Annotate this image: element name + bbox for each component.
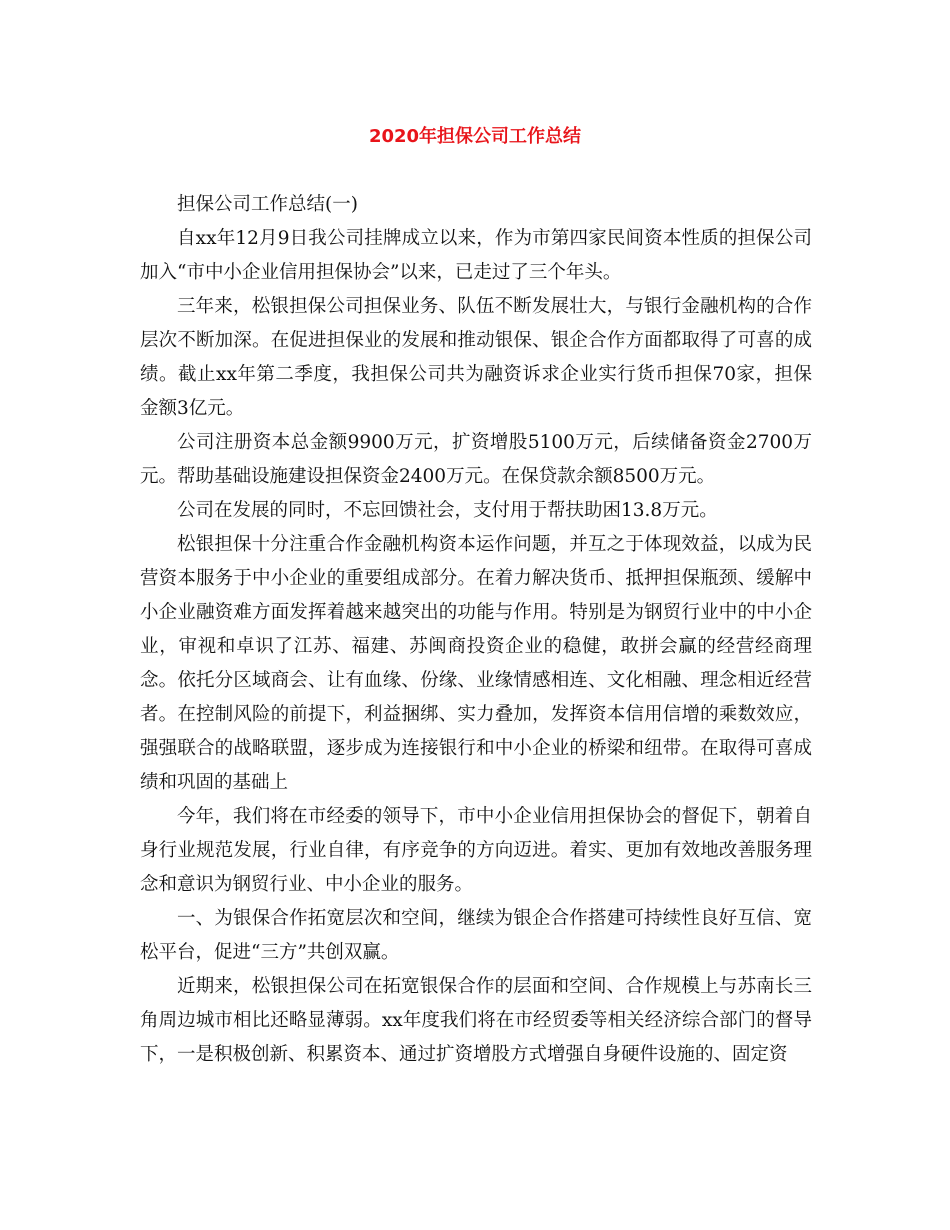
paragraph: 今年，我们将在市经委的领导下，市中小企业信用担保协会的督促下，朝着自身行业规范发展，行业自律，有序竞争的方向迈进。着实、更加有效地改善服务理念和意识为钢贸行业、中小企业的服务。 [140, 806, 812, 895]
paragraph: 公司注册资本总金额9900万元，扩资增股5100万元，后续储备资金2700万元。帮助基础设施建设担保资金2400万元。在保贷款余额8500万元。 [140, 432, 812, 487]
paragraph: 松银担保十分注重合作金融机构资本运作问题，并互之于体现效益，以成为民营资本服务于中小企业的重要组成部分。在着力解决货币、抵押担保瓶颈、缓解中小企业融资难方面发挥着越来越突出的功能与作用。特别是为钢贸行业中的中小企业，审视和卓识了江苏、福建、苏闽商投资企业的稳健，敢拼会赢的经营经商理念。依托分区域商会、让有血缘、份缘、业缘情感相连、文化相融、理念相近经营者。在控制风险的前提下，利益捆绑、实力叠加，发挥资本信用信增的乘数效应，强强联合的战略联盟，逐步成为连接银行和中小企业的桥梁和纽带。在取得可喜成绩和巩固的基础上 [140, 534, 812, 793]
paragraph-subtitle: 担保公司工作总结(一) [177, 194, 358, 215]
paragraph: 自xx年12月9日我公司挂牌成立以来，作为市第四家民间资本性质的担保公司加入“市中小企业信用担保协会”以来，已走过了三个年头。 [140, 228, 812, 283]
paragraph: 近期来，松银担保公司在拓宽银保合作的层面和空间、合作规模上与苏南长三角周边城市相比还略显薄弱。xx年度我们将在市经贸委等相关经济综合部门的督导下，一是积极创新、积累资本、通过扩资增股方式增强自身硬件设施的、固定资 [140, 976, 812, 1065]
paragraph: 公司在发展的同时，不忘回馈社会，支付用于帮扶助困13.8万元。 [177, 500, 718, 521]
paragraph: 三年来，松银担保公司担保业务、队伍不断发展壮大，与银行金融机构的合作层次不断加深。在促进担保业的发展和推动银保、银企合作方面都取得了可喜的成绩。截止xx年第二季度，我担保公司共为融资诉求企业实行货币担保70家，担保金额3亿元。 [140, 296, 812, 419]
paragraph-heading: 一、为银保合作拓宽层次和空间，继续为银企合作搭建可持续性良好互信、宽松平台，促进“三方”共创双赢。 [140, 908, 812, 963]
document-body [140, 188, 812, 1072]
document-title: 2020年担保公司工作总结 [368, 126, 582, 147]
